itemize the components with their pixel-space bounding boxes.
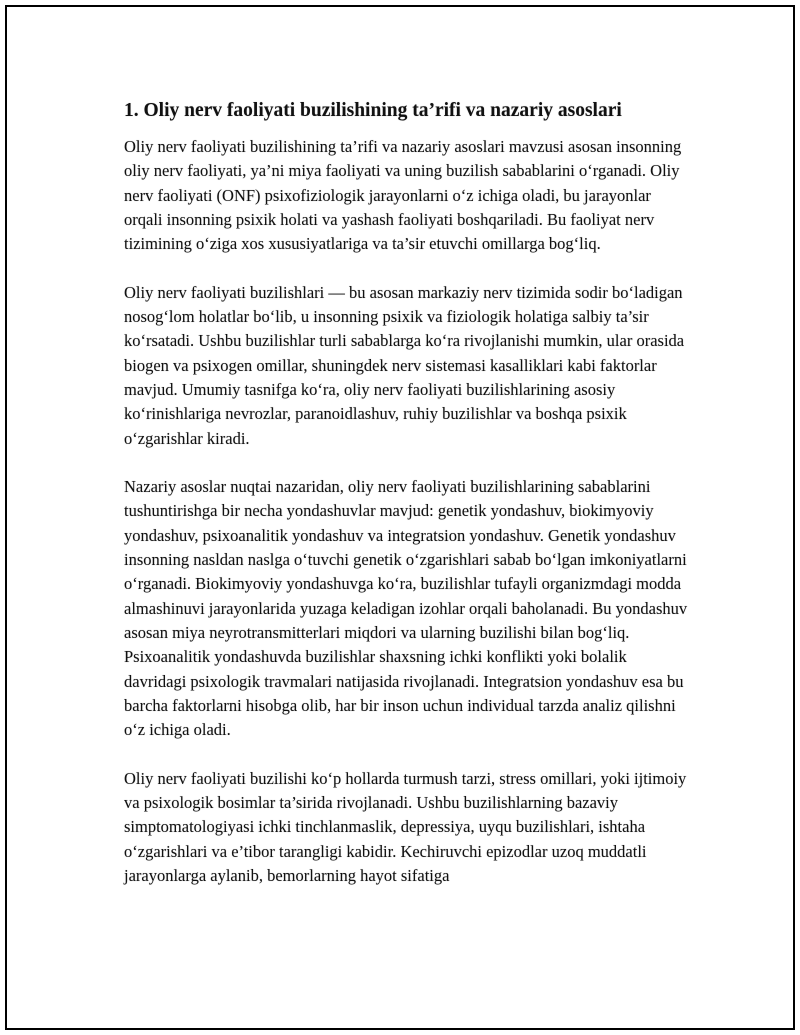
paragraph-definition: Oliy nerv faoliyati buzilishining ta’rifi va nazariy asoslari mavzusi asosan insonning oliy nerv faoliyati, ya’ni miya faoliyati va uning buzilish sabablarini o‘rganadi. Oliy nerv faoliyati (ONF) psixofiziologik jarayonlarni o‘z ichiga oladi, bu jarayonlar orqali insonning psixik holati va yashash faoliyati boshqariladi. Bu faoliyat nerv tizimining o‘ziga xos xususiyatlariga va ta’sir etuvchi omillarga bog‘liq. <box>124 137 682 254</box>
paragraph-theoretical-approaches: Nazariy asoslar nuqtai nazaridan, oliy nerv faoliyati buzilishlarining sabablarini tushuntirishga bir necha yondashuvlar mavjud: genetik yondashuv, biokimyoviy yondashuv, psixoanalitik yondashuv va integratsion yondashuv. Genetik yondashuv insonning nasldan naslga o‘tuvchi genetik o‘zgarishlari sabab bo‘lgan imkoniyatlarni o‘rganadi. Biokimyoviy yondashuvga ko‘ra, buzilishlar tufayli organizmdagi modda almashinuvi jarayonlarida yuzaga keladigan izohlar orqali baholanadi. Bu yondashuv asosan miya neyrotransmitterlari miqdori va ularning buzilishi bilan bog‘liq. Psixoanalitik yondashuvda buzilishlar shaxsning ichki konflikti yoki bolalik davridagi psixologik travmalari natijasida rivojlanadi. Integratsion yondashuv esa bu barcha faktorlarni hisobga olib, har bir inson uchun individual tarzda analiz qilishni o‘z ichiga oladi. <box>124 477 688 740</box>
document-heading: 1. Oliy nerv faoliyati buzilishining ta’rifi va nazariy asoslari <box>124 100 622 121</box>
document-body <box>124 97 692 913</box>
paragraph-causes-symptoms: Oliy nerv faoliyati buzilishi ko‘p hollarda turmush tarzi, stress omillari, yoki ijtimoiy va psixologik bosimlar ta’sirida rivojlanadi. Ushbu buzilishlarning bazaviy simptomatologiyasi ichki tinchlanmaslik, depressiya, uyqu buzilishlari, ishtaha o‘zgarishlari va e’tibor tarangligi kabidir. Kechiruvchi epizodlar uzoq muddatli jarayonlarga aylanib, bemorlarning hayot sifatiga <box>124 768 687 885</box>
paragraph-disorders: Oliy nerv faoliyati buzilishlari — bu asosan markaziy nerv tizimida sodir bo‘ladigan nosog‘lom holatlar bo‘lib, u insonning psixik va fiziologik holatiga salbiy ta’sir ko‘rsatadi. Ushbu buzilishlar turli sabablarga ko‘ra rivojlanishi mumkin, ular orasida biogen va psixogen omillar, shuningdek nerv sistemasi kasalliklari kabi faktorlar mavjud. Umumiy tasnifga ko‘ra, oliy nerv faoliyati buzilishlarining asosiy ko‘rinishlariga nevrozlar, paranoidlashuv, ruhiy buzilishlar va boshqa psixik o‘zgarishlar kiradi. <box>124 282 685 448</box>
page-frame <box>5 5 795 1030</box>
